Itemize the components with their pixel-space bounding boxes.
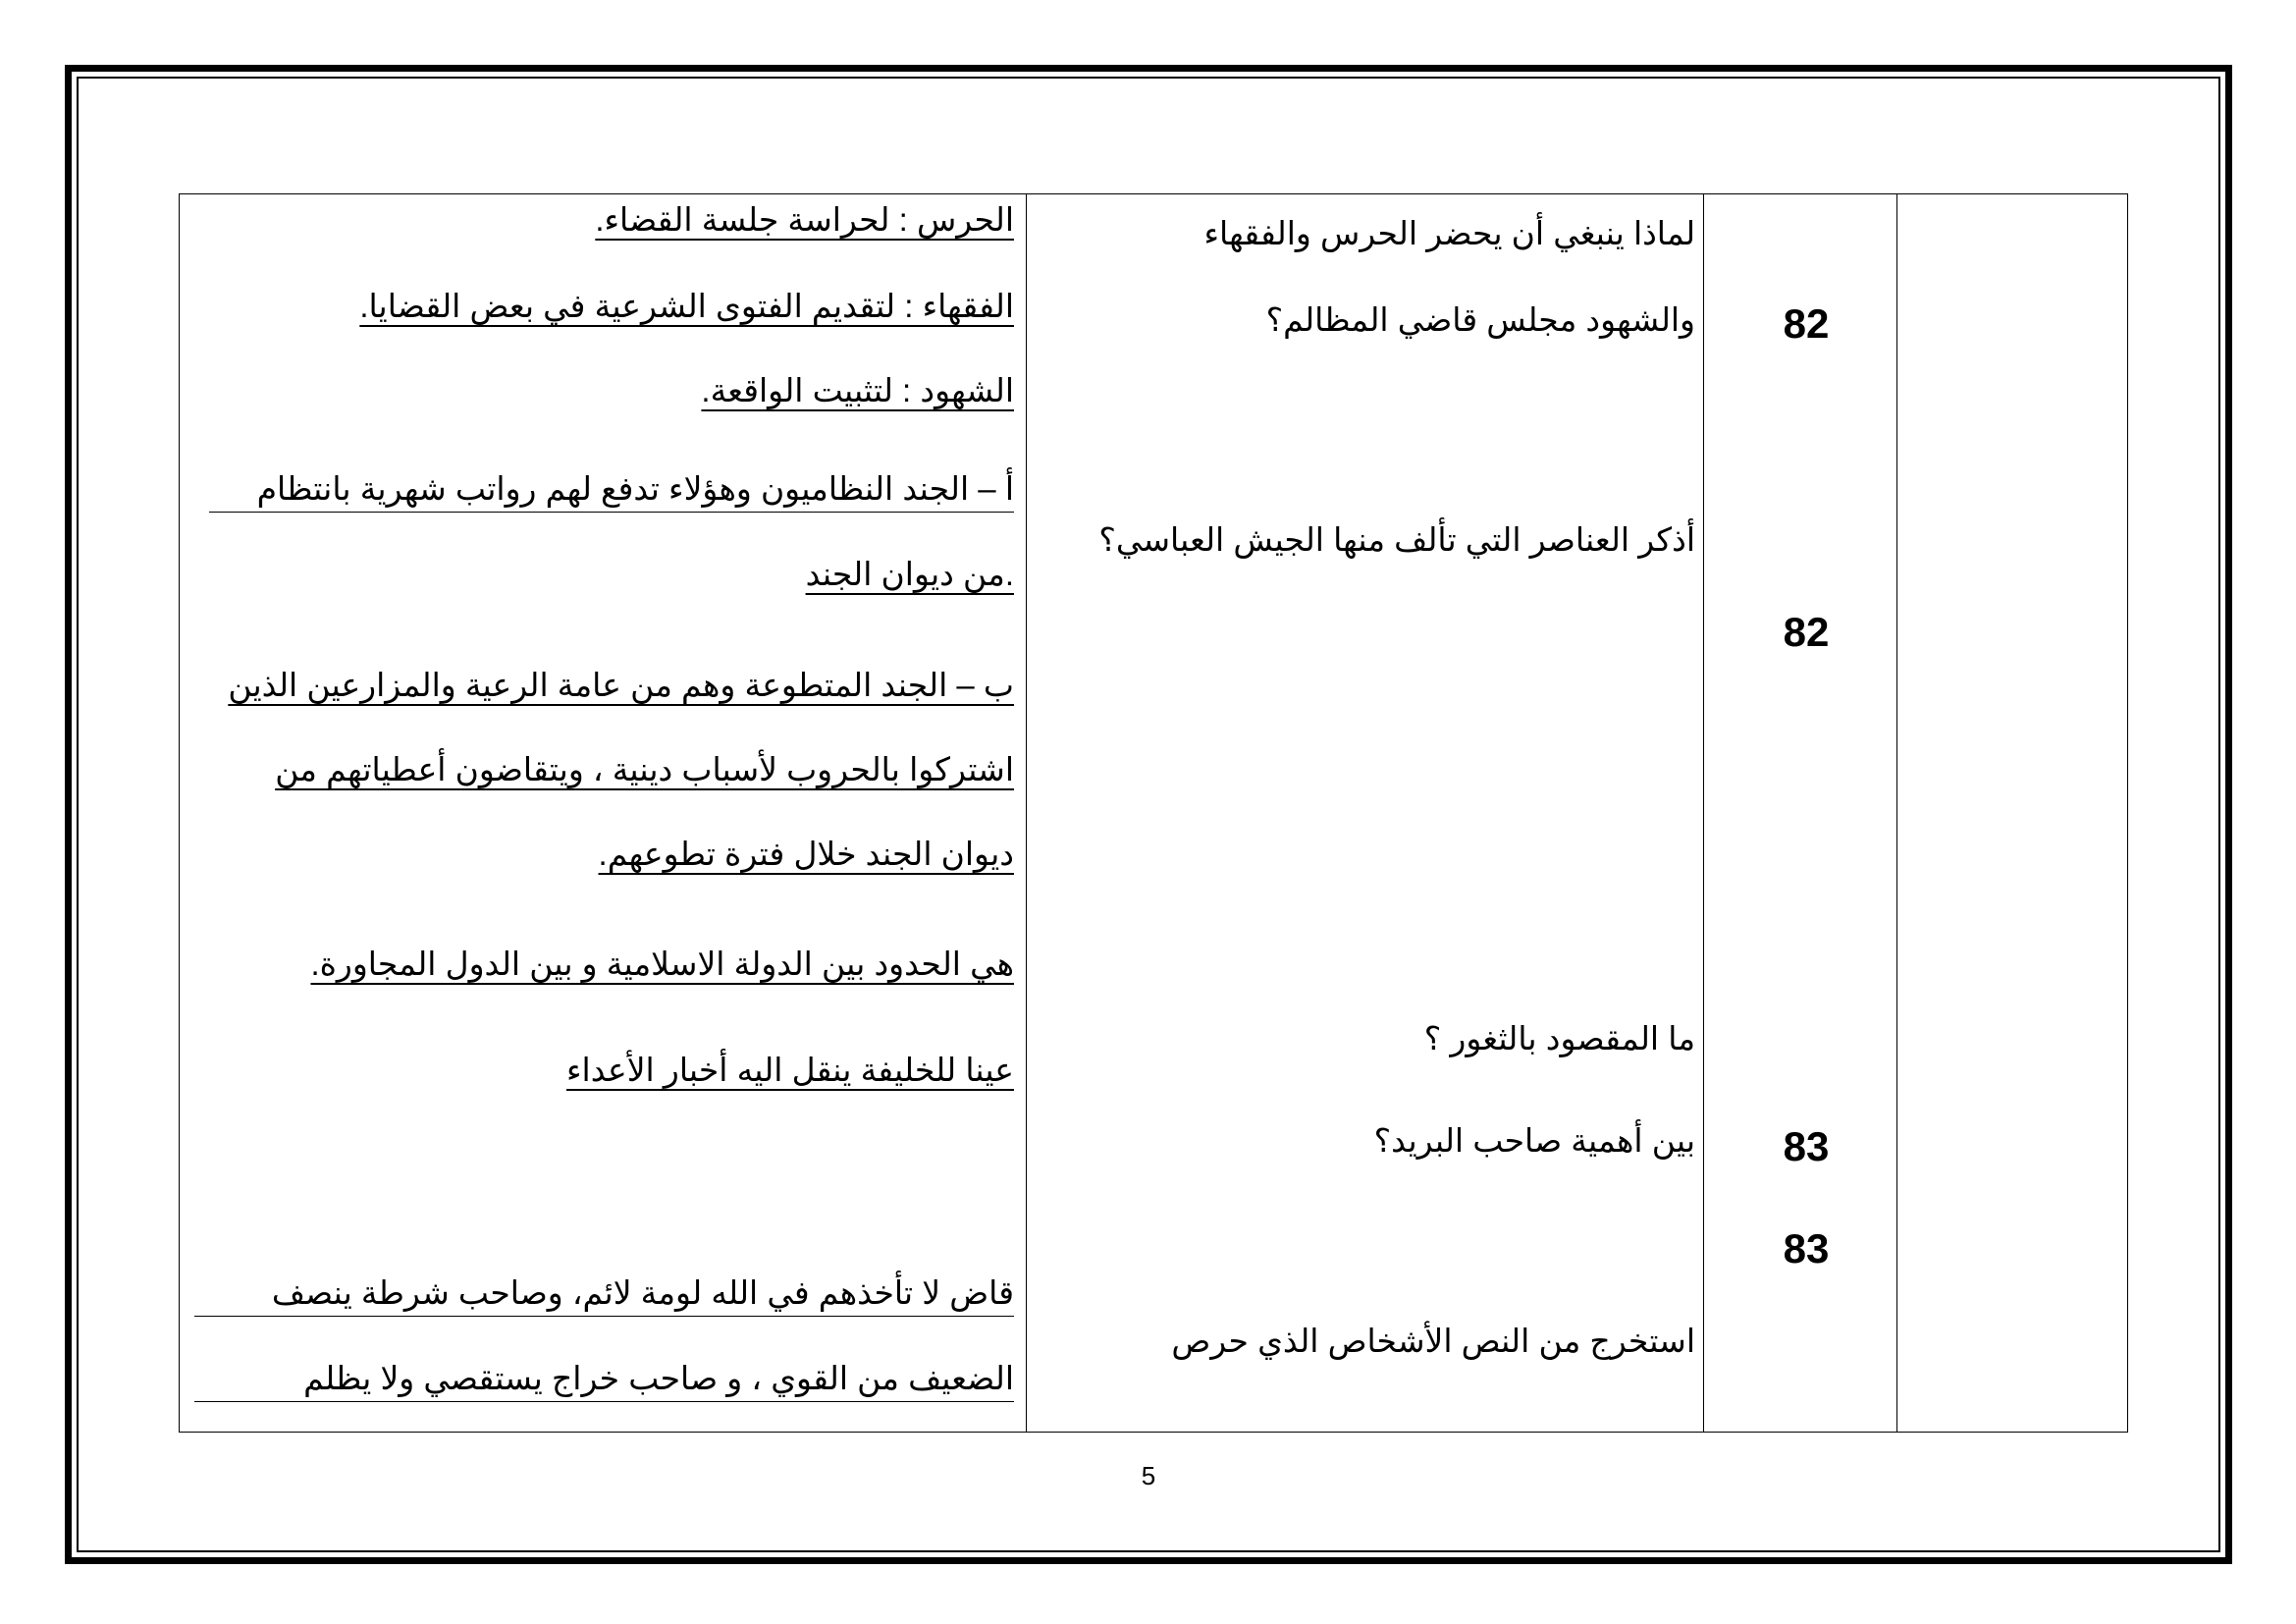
question-text: استخرج من النص الأشخاص الذي حرص — [1171, 1323, 1695, 1359]
page-reference: 82 — [1783, 609, 1830, 655]
answer-line: الشهود : لتثبيت الواقعة. — [701, 372, 1014, 408]
page-number: 5 — [1141, 1461, 1156, 1490]
answer-line: ديوان الجند خلال فترة تطوعهم. — [598, 836, 1014, 872]
answer-line: ب – الجند المتطوعة وهم من عامة الرعية والمزارعين الذين — [228, 667, 1014, 703]
question-text: أذكر العناصر التي تألف منها الجيش العباسي؟ — [1098, 521, 1695, 558]
answer-line: عينا للخليفة ينقل اليه أخبار الأعداء — [566, 1052, 1014, 1088]
column-divider — [1703, 193, 1704, 1433]
column-divider — [1896, 193, 1897, 1433]
question-text: ما المقصود بالثغور ؟ — [1423, 1020, 1695, 1056]
answer-line: هي الحدود بين الدولة الاسلامية و بين الدول المجاورة. — [310, 946, 1014, 982]
page-reference: 82 — [1783, 300, 1830, 347]
answer-line: الحرس : لحراسة جلسة القضاء. — [595, 201, 1014, 238]
question-text: والشهود مجلس قاضي المظالم؟ — [1265, 301, 1695, 338]
answer-line: الضعيف من القوي ، و صاحب خراج يستقصي ولا يظلم — [194, 1359, 1014, 1402]
question-text: لماذا ينبغي أن يحضر الحرس والفقهاء — [1203, 215, 1695, 251]
page-reference: 83 — [1783, 1123, 1830, 1169]
page-reference: 83 — [1783, 1225, 1830, 1272]
answer-line: اشتركوا بالحروب لأسباب دينية ، ويتقاضون أعطياتهم من — [275, 751, 1014, 787]
answer-line: قاض لا تأخذهم في الله لومة لائم، وصاحب شرطة ينصف — [194, 1273, 1014, 1317]
answer-line: الفقهاء : لتقديم الفتوى الشرعية في بعض القضايا. — [359, 288, 1014, 324]
column-divider — [1026, 193, 1027, 1433]
answer-line: أ – الجند النظاميون وهؤلاء تدفع لهم رواتب شهرية بانتظام — [209, 469, 1014, 513]
answer-line: .من ديوان الجند — [805, 556, 1014, 592]
question-text: بين أهمية صاحب البريد؟ — [1373, 1122, 1695, 1159]
